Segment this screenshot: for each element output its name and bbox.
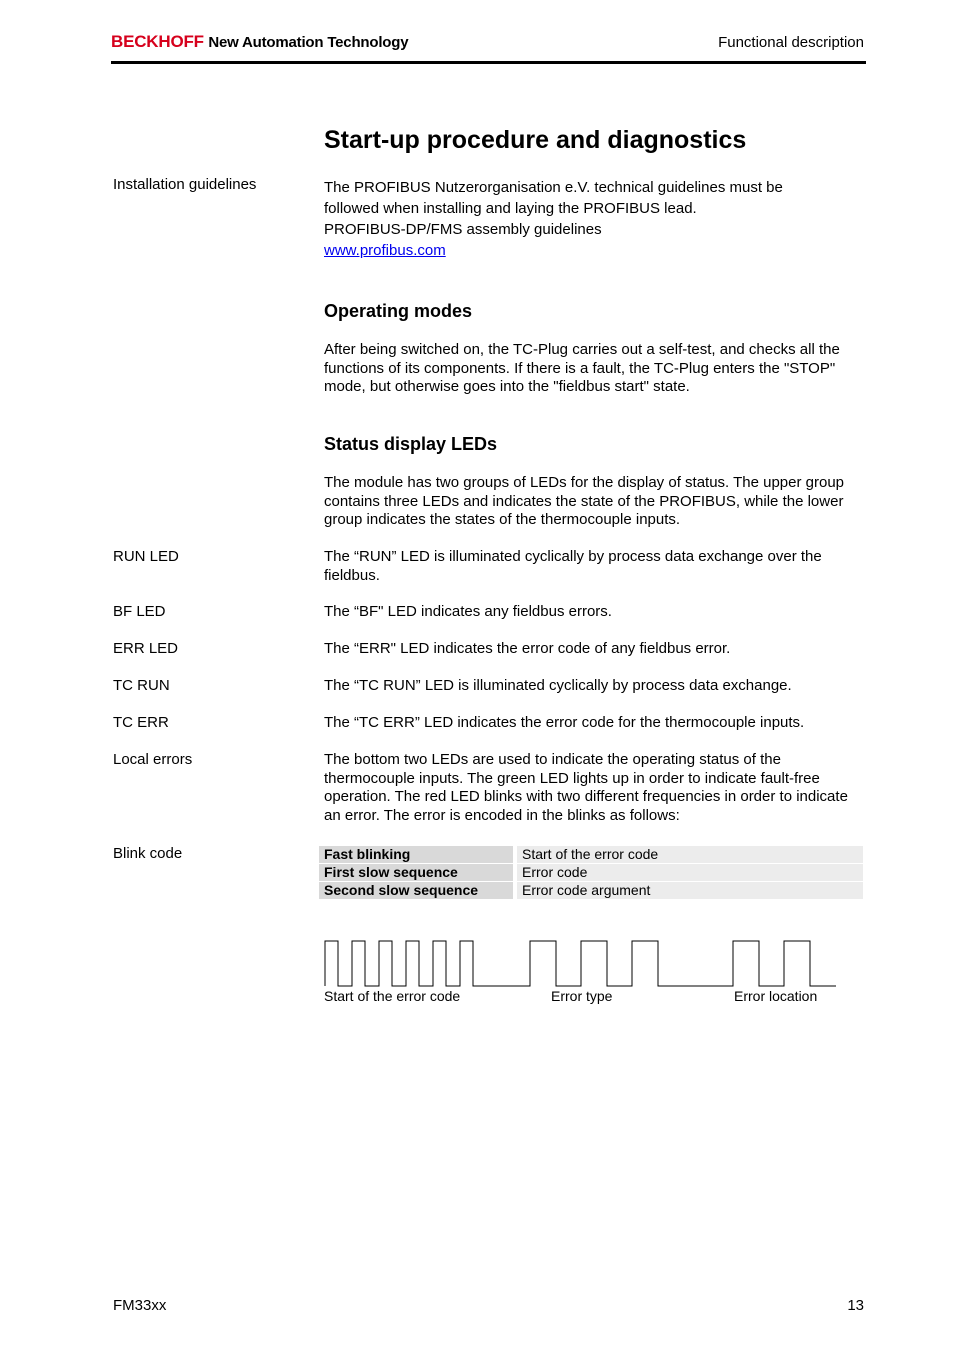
local-errors-text: The bottom two LEDs are used to indicate the operating status of the thermocouple inputs. The green LED lights up in order to indicate fault-free operation. The red LED blinks with two different frequencies in order to indicate an error. The error is encoded in the blinks as follows:: [324, 751, 848, 824]
side-label-blink-code: Blink code: [113, 845, 183, 862]
bf-led-text: The “BF" LED indicates any fieldbus errors.: [324, 603, 612, 620]
blink-value: Error code argument: [517, 882, 863, 899]
blink-key: Fast blinking: [319, 846, 513, 863]
header-rule: [111, 61, 866, 64]
blink-key: Second slow sequence: [319, 882, 513, 899]
status-leds-text: The module has two groups of LEDs for the display of status. The upper group contains three LEDs and indicates the state of the PROFIBUS, while the lower group indicates the states of the thermocouple inputs.: [324, 474, 845, 528]
side-label-err-led: ERR LED: [113, 640, 179, 657]
run-led-text: The “RUN” LED is illuminated cyclically by process data exchange over the fieldbus.: [324, 548, 822, 584]
brand-tagline: New Automation Technology: [208, 34, 409, 51]
section-title: Functional description: [718, 34, 864, 51]
heading-operating-modes: Operating modes: [324, 301, 473, 321]
side-label-tc-err: TC ERR: [113, 714, 169, 731]
waveform-line: [325, 941, 836, 986]
profibus-link[interactable]: www.profibus.com: [324, 242, 446, 259]
waveform-label-start: Start of the error code: [324, 988, 461, 1004]
err-led-text: The “ERR" LED indicates the error code of any fieldbus error.: [324, 640, 731, 657]
side-label-local-errors: Local errors: [113, 751, 193, 768]
waveform-label-error-location: Error location: [734, 988, 818, 1004]
table-row: [319, 846, 863, 863]
table-row: [319, 864, 863, 881]
blink-code-table: [319, 845, 863, 900]
blink-value: Error code: [517, 864, 863, 881]
side-label-bf-led: BF LED: [113, 603, 166, 620]
installation-line-1: The PROFIBUS Nutzerorganisation e.V. technical guidelines must be: [324, 179, 783, 196]
blink-value: Start of the error code: [517, 846, 863, 863]
operating-modes-text: After being switched on, the TC-Plug carries out a self-test, and checks all the functions of its components. If there is a fault, the TC-Plug enters the "STOP" mode, but otherwise goes into the "fieldbus start" state.: [324, 341, 840, 395]
table-row: [319, 882, 863, 899]
tc-run-text: The “TC RUN” LED is illuminated cyclically by process data exchange.: [324, 677, 792, 694]
footer-page-number: 13: [847, 1297, 864, 1314]
side-label-run-led: RUN LED: [113, 548, 179, 565]
footer-doc-name: FM33xx: [113, 1297, 167, 1314]
tc-err-text: The “TC ERR” LED indicates the error code for the thermocouple inputs.: [324, 714, 805, 731]
beckhoff-logo: [111, 32, 408, 52]
side-label-tc-run: TC RUN: [113, 677, 170, 694]
installation-line-3: PROFIBUS-DP/FMS assembly guidelines: [324, 221, 602, 238]
installation-text: [324, 177, 864, 261]
page-title: Start-up procedure and diagnostics: [324, 126, 747, 154]
brand-name: BECKHOFF: [111, 32, 204, 51]
waveform-label-error-type: Error type: [551, 988, 613, 1004]
blink-code-waveform: [320, 936, 840, 992]
installation-line-2: followed when installing and laying the PROFIBUS lead.: [324, 200, 697, 217]
side-label-installation: Installation guidelines: [113, 176, 257, 193]
heading-status-leds: Status display LEDs: [324, 434, 498, 454]
blink-key: First slow sequence: [319, 864, 513, 881]
